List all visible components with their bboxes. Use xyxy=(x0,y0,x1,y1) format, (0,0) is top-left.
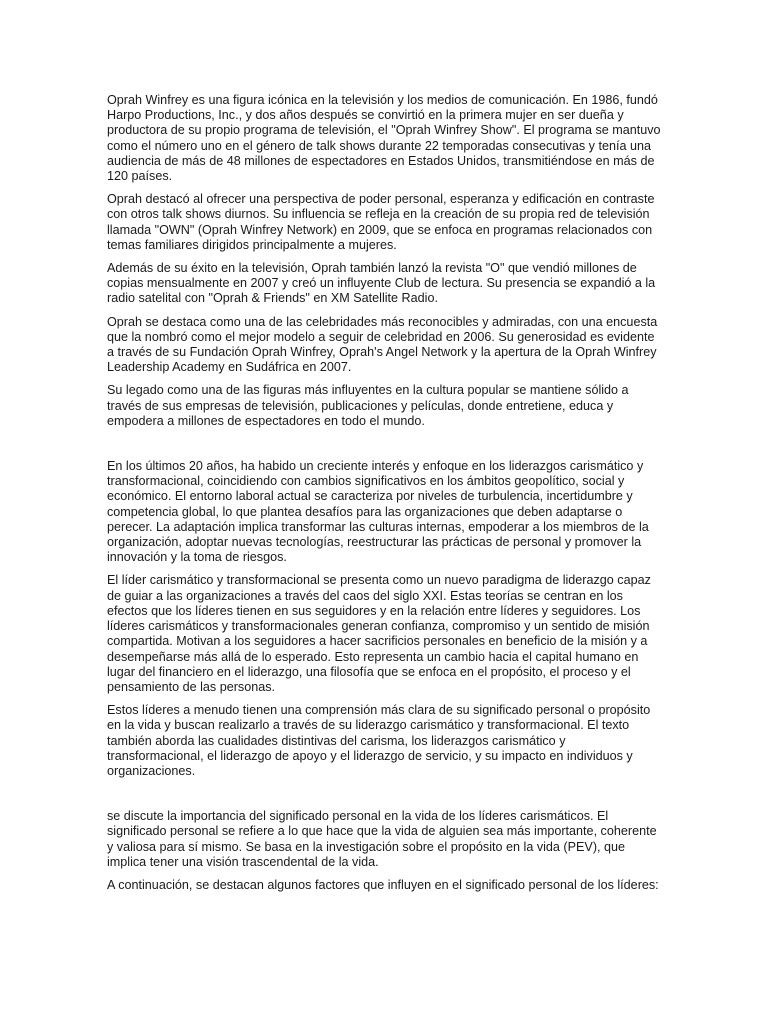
document-body xyxy=(107,93,663,901)
paragraph-personal-meaning: se discute la importancia del significado personal en la vida de los líderes carismáticos. El significado personal se refiere a lo que hace que la vida de alguien sea más importante, coherente y valiosa para sí mismo. Se basa en la investigación sobre el propósito en la vida (PEV), que implica tener una visión trascendental de la vida. xyxy=(107,809,657,869)
paragraph-oprah-celebrity: Oprah se destaca como una de las celebridades más reconocibles y admiradas, con una encuesta que la nombró como el mejor modelo a seguir de celebridad en 2006. Su generosidad es evidente a través de su Fundación Oprah Winfrey, Oprah's Angel Network y la apertura de la Oprah Winfrey Leadership Academy en Sudáfrica en 2007. xyxy=(107,314,658,375)
paragraph-oprah-intro: Oprah Winfrey es una figura icónica en la televisión y los medios de comunicación. En 1986, fundó Harpo Productions, Inc., y dos años después se convirtió en la primera mujer en ser dueña y productora de su propio programa de televisión, el "Oprah Winfrey Show". El programa se mantuvo como el número uno en el género de talk shows durante 22 temporadas consecutivas y tenía una audiencia de más de 48 millones de espectadores en Estados Unidos, transmitiéndose en más de 120 países. xyxy=(107,93,661,184)
paragraph-oprah-legacy: Su legado como una de las figuras más influyentes en la cultura popular se mantiene sólido a través de sus empresas de televisión, publicaciones y películas, donde entretiene, educa y empodera a millones de espectadores en todo el mundo. xyxy=(107,383,629,428)
section-break xyxy=(107,437,663,459)
paragraph-leadership-context: En los últimos 20 años, ha habido un creciente interés y enfoque en los liderazgos carismático y transformacional, coincidiendo con cambios significativos en los ámbitos geopolítico, social y económico. El entorno laboral actual se caracteriza por niveles de turbulencia, incertidumbre y competencia global, lo que plantea desafíos para las organizaciones que deben adaptarse o perecer. La adaptación implica transformar las culturas internas, empoderar a los miembros de la organización, adoptar nuevas tecnologías, reestructurar las prácticas de personal y promover la innovación y la toma de riesgos. xyxy=(107,459,649,565)
paragraph-factors-intro: A continuación, se destacan algunos factores que influyen en el significado personal de los líderes: xyxy=(107,877,659,892)
paragraph-leadership-paradigm: El líder carismático y transformacional se presenta como un nuevo paradigma de liderazgo capaz de guiar a las organizaciones a través del caos del siglo XXI. Estas teorías se centran en los efectos que los líderes tienen en sus seguidores y en la relación entre líderes y seguidores. Los líderes carismáticos y transformacionales generan confianza, compromiso y un sentido de misión compartida. Motivan a los seguidores a hacer sacrificios personales en beneficio de la misión y a desempeñarse más allá de lo esperado. Esto representa un cambio hacia el capital humano en lugar del financiero en el liderazgo, una filosofía que se enfoca en el propósito, el proceso y el pensamiento de las personas. xyxy=(107,573,651,694)
paragraph-oprah-own-network: Oprah destacó al ofrecer una perspectiva de poder personal, esperanza y edificación en contraste con otros talk shows diurnos. Su influencia se refleja en la creación de su propia red de televisión llamada "OWN" (Oprah Winfrey Network) en 2009, que se enfoca en programas relacionados con temas familiares dirigidos principalmente a mujeres. xyxy=(107,192,655,252)
paragraph-oprah-magazine: Además de su éxito en la televisión, Oprah también lanzó la revista "O" que vendió millones de copias mensualmente en 2007 y creó un influyente Club de lectura. Su presencia se expandió a la radio satelital con "Oprah & Friends" en XM Satellite Radio. xyxy=(107,261,656,306)
section-break xyxy=(107,787,663,809)
paragraph-leadership-purpose: Estos líderes a menudo tienen una comprensión más clara de su significado personal o propósito en la vida y buscan realizarlo a través de su liderazgo carismático y transformacional. El texto también aborda las cualidades distintivas del carisma, los liderazgos carismático y transformacional, el liderazgo de apoyo y el liderazgo de servicio, y su impacto en individuos y organizaciones. xyxy=(107,703,651,778)
